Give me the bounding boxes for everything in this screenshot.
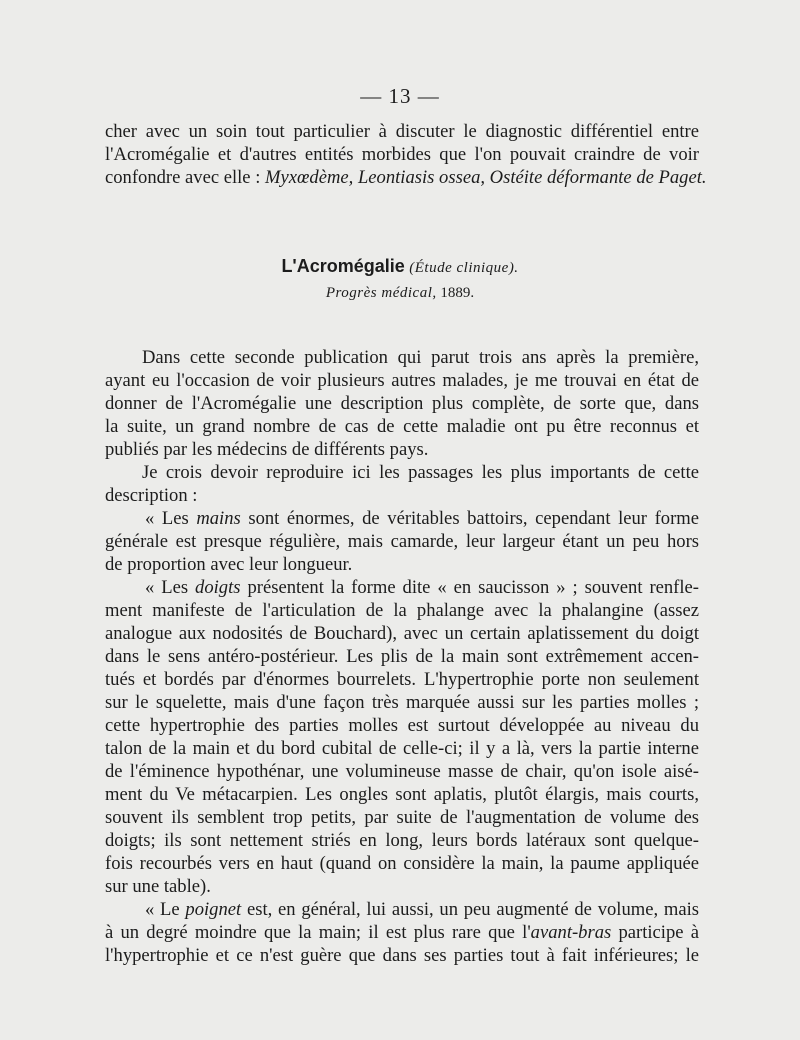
paragraph-3 (105, 507, 699, 576)
text-line: Je crois devoir reproduire ici les passages les plus importants de cette (142, 462, 699, 483)
disease-list: Myxœdème, Leontiasis ossea, Ostéite déformante de Paget. (265, 167, 707, 188)
text-line: ment du Ve métacarpien. Les ongles sont aplatis, plutôt élargis, mais courts, (105, 784, 699, 805)
text-line: souvent ils semblent trop petits, par suite de l'augmentation de volume des (105, 807, 699, 828)
body-text (105, 346, 699, 967)
text-line: dans le sens antéro-postérieur. Les plis de la main sont extrêmement accen- (105, 646, 699, 667)
text-line: à un degré moindre que la main; il est plus rare que l'avant-bras participe à (105, 922, 699, 943)
section-source (0, 285, 800, 302)
text-line: donner de l'Acromégalie une description plus complète, de sorte que, dans (105, 393, 699, 414)
text-line: doigts; ils sont nettement striés en long, leurs bords latéraux sont quelque- (105, 830, 699, 851)
text-line: publiés par les médecins de différents pays. (105, 439, 429, 460)
text-line: talon de la main et du bord cubital de celle-ci; il y a là, vers la partie interne (105, 738, 699, 759)
text-line: analogue aux nodosités de Bouchard), avec un certain aplatissement du doigt (105, 623, 699, 644)
text-line: l'Acromégalie et d'autres entités morbides que l'on pouvait craindre de voir (105, 144, 699, 165)
text-line: confondre avec elle : Myxœdème, Leontiasis ossea, Ostéite déformante de Paget. (105, 167, 707, 188)
text-line: ayant eu l'occasion de voir plusieurs autres malades, je me trouvai en état de (105, 370, 699, 391)
section-subtitle: (Étude clinique). (409, 260, 519, 276)
text-line: sur une table). (105, 876, 211, 897)
paragraph-5 (105, 898, 699, 967)
paragraph-2 (105, 461, 699, 507)
intro-paragraph (105, 120, 707, 189)
text-line: générale est presque régulière, mais camarde, leur largeur étant un peu hors (105, 531, 699, 552)
text-line: tués et bordés par d'énormes bourrelets. L'hypertrophie porte non seulement (105, 669, 699, 690)
text-line: ment manifeste de l'articulation de la phalange avec la phalangine (assez (105, 600, 699, 621)
text-line: description : (105, 485, 198, 506)
text-line: Dans cette seconde publication qui parut trois ans après la première, (142, 347, 699, 368)
paragraph-4 (105, 576, 699, 898)
section-heading (0, 256, 800, 277)
source-journal: Progrès médical, (325, 285, 437, 301)
text-line: fois recourbés vers en haut (quand on considère la main, la paume appliquée (105, 853, 699, 874)
text-line: la suite, un grand nombre de cas de cette maladie ont pu être reconnus et (105, 416, 699, 437)
text-line: cher avec un soin tout particulier à discuter le diagnostic différentiel entre (105, 121, 699, 142)
text-line: « Les mains sont énormes, de véritables battoirs, cependant leur forme (145, 508, 699, 529)
text-line: sur le squelette, mais d'une façon très marquée aussi sur les parties molles ; (105, 692, 699, 713)
section-title: L'Acromégalie (281, 256, 405, 276)
text-line: de proportion avec leur longueur. (105, 554, 353, 575)
source-year: 1889. (440, 285, 475, 301)
text-line: de l'éminence hypothénar, une volumineuse masse de chair, qu'on isole aisé- (105, 761, 699, 782)
page-number: — 13 — (360, 84, 440, 108)
text-line: l'hypertrophie et ce n'est guère que dans ses parties tout à fait inférieures; le (105, 945, 699, 966)
paragraph-1 (105, 346, 699, 461)
text-line: « Le poignet est, en général, lui aussi, un peu augmenté de volume, mais (145, 899, 699, 920)
text-line: « Les doigts présentent la forme dite « en saucisson » ; souvent renfle- (145, 577, 699, 598)
text-line: cette hypertrophie des parties molles est surtout développée au niveau du (105, 715, 699, 736)
